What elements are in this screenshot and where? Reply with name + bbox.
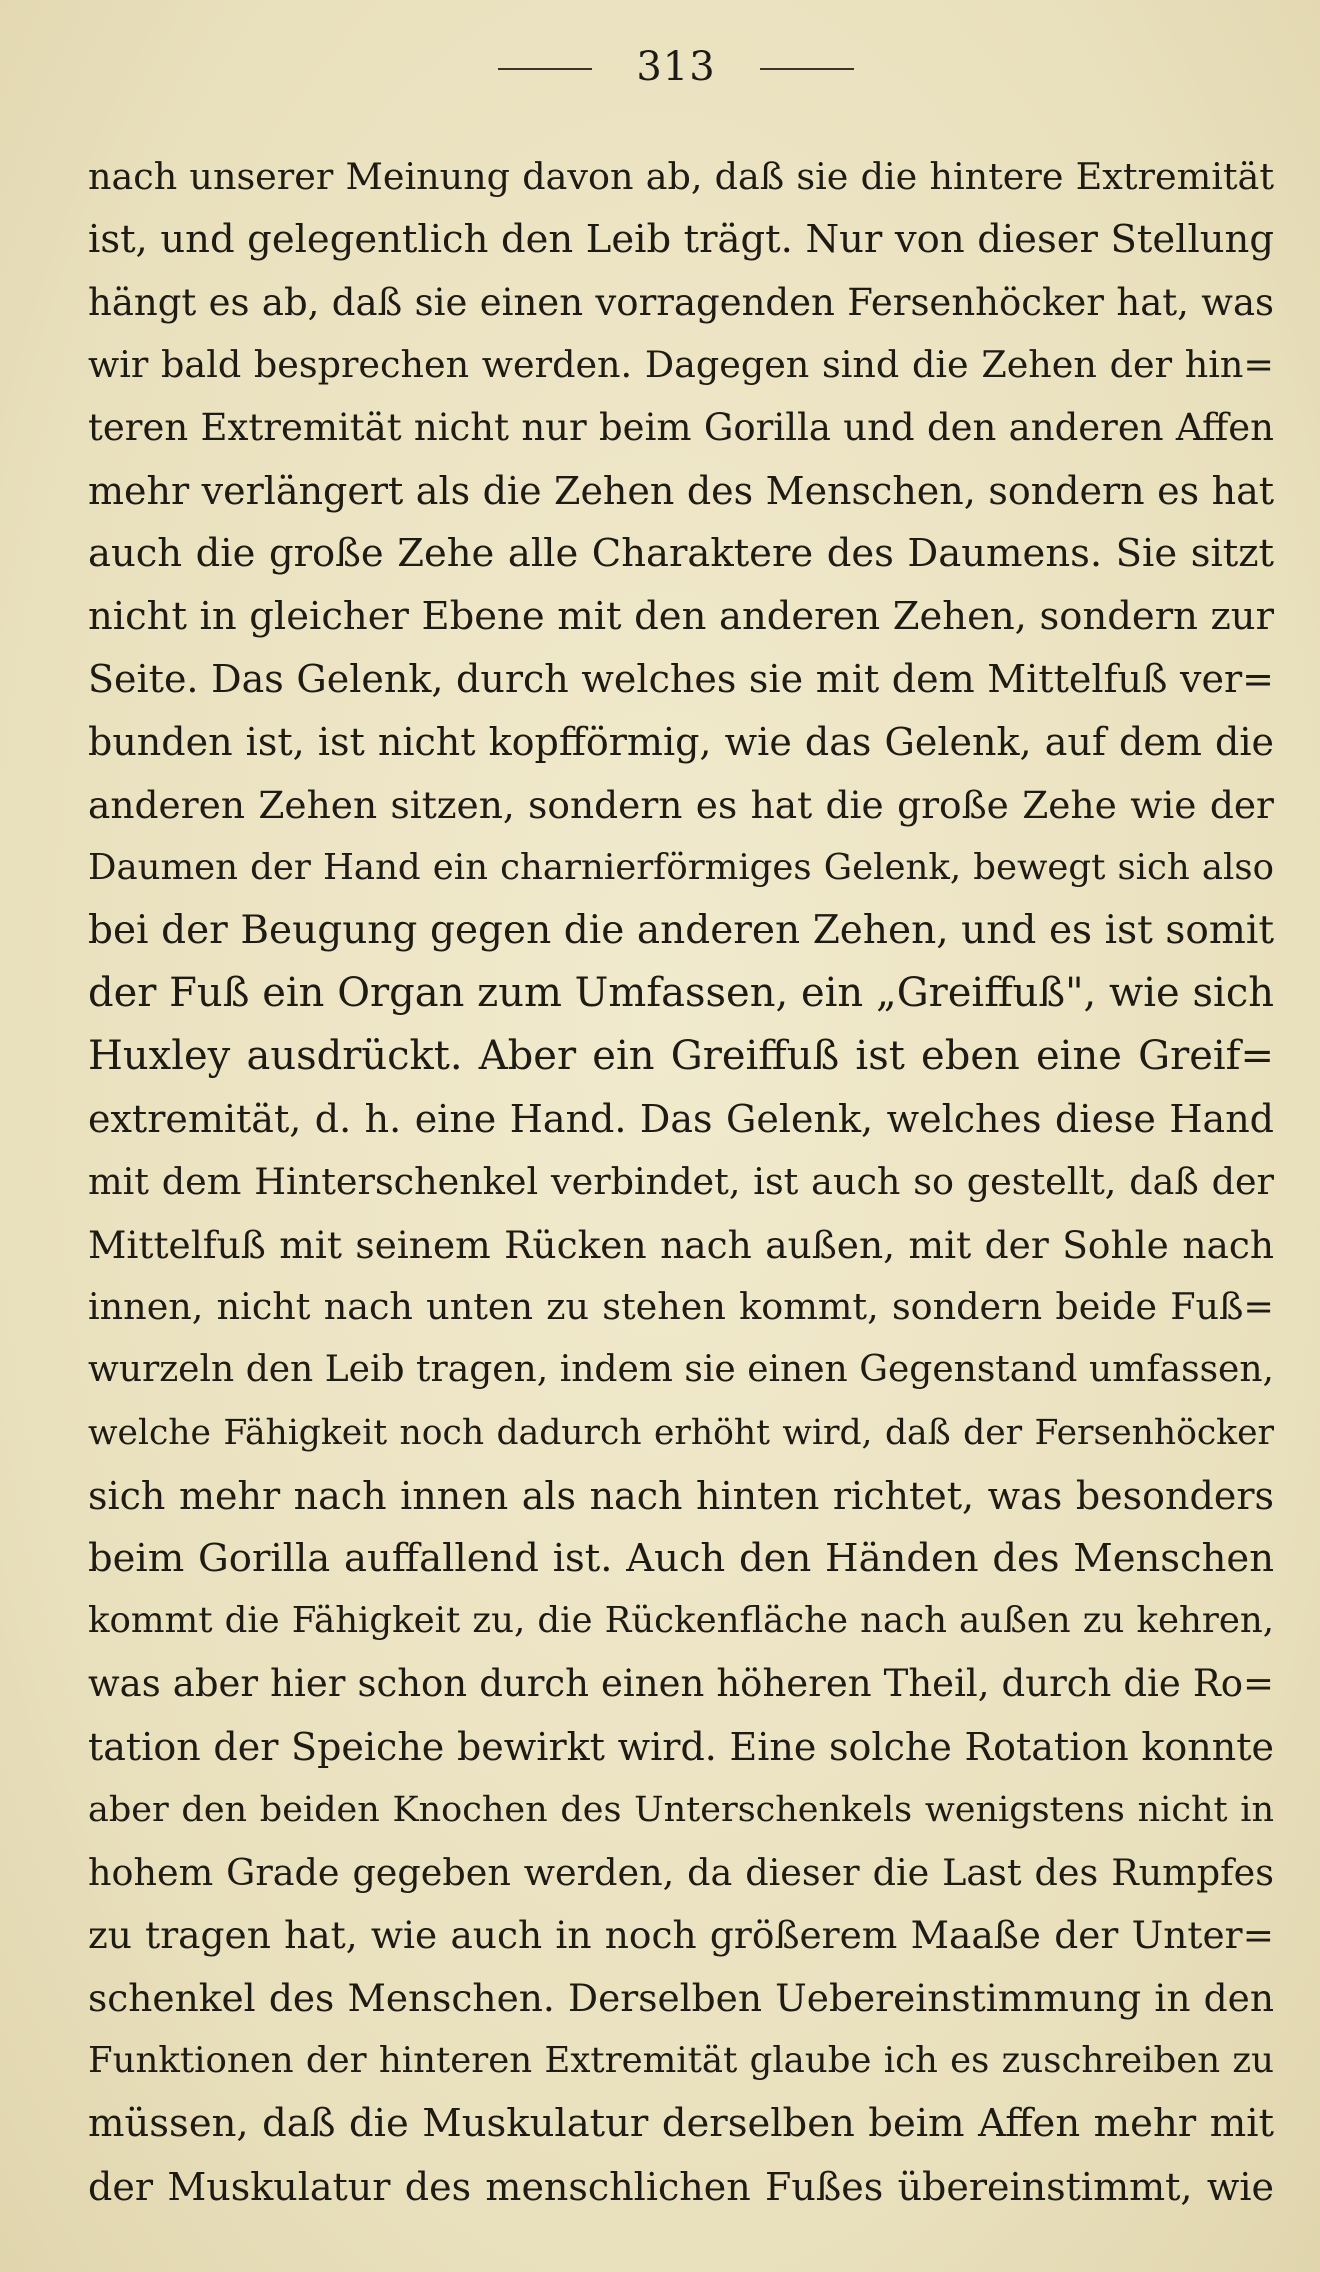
text-line: bei der Beugung gegen die anderen Zehen, und es ist somit (88, 907, 1274, 953)
text-line: hängt es ab, daß sie einen vorragenden Fersenhöcker hat, was (88, 280, 1274, 324)
text-line: hohem Grade gegeben werden, da dieser die Last des Rumpfes (88, 1850, 1274, 1894)
text-line: schenkel des Menschen. Derselben Uebereinstimmung in den (88, 1976, 1274, 2021)
text-line: Daumen der Hand ein charnierförmiges Gelenk, bewegt sich also (88, 846, 1274, 888)
text-line: müssen, daß die Muskulatur derselben beim Affen mehr mit (88, 2100, 1274, 2146)
text-line: innen, nicht nach unten zu stehen kommt, sondern beide Fuß= (88, 1285, 1274, 1329)
text-line: kommt die Fähigkeit zu, die Rückenfläche nach außen zu kehren, (88, 1600, 1274, 1642)
text-line: was aber hier schon durch einen höheren Theil, durch die Ro= (88, 1662, 1274, 1706)
text-line: der Fuß ein Organ zum Umfassen, ein „Greiffuß", wie sich (88, 970, 1274, 1017)
text-line: extremität, d. h. eine Hand. Das Gelenk, welches diese Hand (88, 1096, 1274, 1141)
text-line: aber den beiden Knochen des Unterschenkels wenigstens nicht in (88, 1789, 1274, 1830)
text-line: nach unserer Meinung davon ab, daß sie die hintere Extremität (88, 155, 1274, 198)
page-number: 313 (636, 44, 716, 90)
text-line: Funktionen der hinteren Extremität glaube ich es zuschreiben zu (88, 2039, 1274, 2081)
text-line: Huxley ausdrückt. Aber ein Greiffuß ist eben eine Greif= (88, 1033, 1274, 1080)
text-line: nicht in gleicher Ebene mit den anderen Zehen, sondern zur (88, 593, 1274, 639)
text-line: wir bald besprechen werden. Dagegen sind die Zehen der hin= (88, 343, 1274, 387)
header-rule-left (498, 68, 592, 70)
text-line: der Muskulatur des menschlichen Fußes übereinstimmt, wie (88, 2164, 1274, 2209)
text-line: tation der Speiche bewirkt wird. Eine solche Rotation konnte (88, 1724, 1274, 1769)
text-line: beim Gorilla auffallend ist. Auch den Händen des Menschen (88, 1535, 1274, 1581)
text-line: ist, und gelegentlich den Leib trägt. Nur von dieser Stellung (88, 216, 1274, 262)
text-line: auch die große Zehe alle Charaktere des Daumens. Sie sitzt (88, 530, 1274, 576)
page-header (0, 42, 1320, 92)
text-line: teren Extremität nicht nur beim Gorilla und den anderen Affen (88, 406, 1274, 450)
text-line: bunden ist, ist nicht kopfförmig, wie das Gelenk, auf dem die (88, 720, 1274, 765)
text-line: mit dem Hinterschenkel verbindet, ist auch so gestellt, daß der (88, 1159, 1274, 1203)
text-line: welche Fähigkeit noch dadurch erhöht wird, daß der Fersenhöcker (88, 1412, 1274, 1453)
text-line: sich mehr nach innen als nach hinten richtet, was besonders (88, 1473, 1274, 1518)
text-line: wurzeln den Leib tragen, indem sie einen Gegenstand umfassen, (88, 1349, 1274, 1391)
text-line: anderen Zehen sitzen, sondern es hat die große Zehe wie der (88, 782, 1274, 827)
text-line: mehr verlängert als die Zehen des Menschen, sondern es hat (88, 468, 1274, 513)
text-line: Mittelfuß mit seinem Rücken nach außen, mit der Sohle nach (88, 1222, 1274, 1267)
body-text (88, 146, 1274, 2218)
text-line: Seite. Das Gelenk, durch welches sie mit dem Mittelfuß ver= (88, 657, 1274, 702)
text-line: zu tragen hat, wie auch in noch größerem Maaße der Unter= (88, 1913, 1274, 1958)
header-rule-right (760, 68, 854, 70)
